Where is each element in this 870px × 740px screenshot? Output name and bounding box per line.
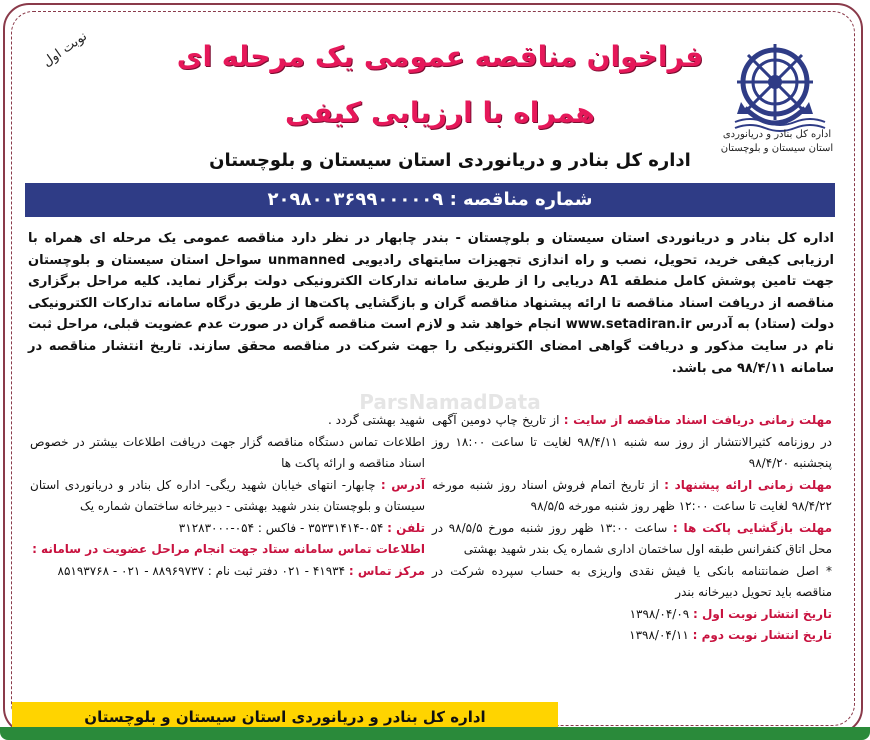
tender-number-label: شماره مناقصه :	[449, 189, 593, 210]
call-center-text: ۴۱۹۳۴ - ۰۲۱ دفتر ثبت نام : ۸۸۹۶۹۷۳۷ - ۰۲۱ - ۸۵۱۹۳۷۶۸	[57, 563, 346, 578]
publish-date-1-value: ۱۳۹۸/۰۴/۰۹	[629, 606, 690, 621]
doc-deadline	[432, 410, 832, 475]
doc-deadline-label: مهلت زمانی دریافت اسناد مناقصه از سایت :	[563, 413, 832, 427]
logo-caption-line2: استان سیستان و بلوچستان	[720, 143, 834, 154]
notice-title-line2: همراه با ارزیابی کیفی	[285, 96, 595, 129]
address-text: چابهار- انتهای خیابان شهید ریگی- اداره کل بنادر و دریانوردی استان سیستان و بلوچستان بندر شهید بهشتی - دبیرخانه ساختمان شماره یک	[30, 477, 425, 513]
footer-organization-bar: اداره کل بنادر و دریانوردی استان سیستان و بلوچستان	[12, 702, 558, 732]
address	[30, 475, 425, 518]
offer-deadline-text: از تاریخ اتمام فروش اسناد روز شنبه مورخه ۹۸/۴/۲۲ لغایت تا ساعت ۱۲:۰۰ ظهر روز شنبه مورخه ۹۸/۵/۵	[432, 477, 832, 513]
opening-deadline-text: ساعت ۱۳:۰۰ ظهر روز شنبه مورخ ۹۸/۵/۵ در محل اتاق کنفرانس طبقه اول ساختمان اداری شماره یک بندر شهید بهشتی	[432, 520, 832, 556]
phone	[30, 518, 425, 540]
setad-contact-heading: اطلاعات تماس سامانه ستاد جهت انجام مراحل عضویت در سامانه :	[32, 542, 425, 556]
deadlines-column	[432, 410, 832, 647]
contact-column	[30, 410, 425, 582]
tender-number: ۲۰۹۸۰۰۳۶۹۹۰۰۰۰۰۹	[267, 189, 444, 210]
publish-date-1	[432, 604, 832, 626]
organization-name: اداره کل بنادر و دریانوردی استان سیستان و بلوچستان	[209, 150, 691, 171]
tender-number-bar	[25, 183, 835, 217]
phone-text: ۰۵۴-۳۵۳۳۱۴۱۴ - فاکس : ۰۵۴-۳۱۲۸۳۰۰۰	[178, 520, 384, 535]
publish-date-1-label: تاریخ انتشار نوبت اول :	[693, 606, 832, 621]
offer-deadline	[432, 475, 832, 518]
logo-caption	[712, 128, 842, 156]
publish-date-2	[432, 625, 832, 647]
phone-label: تلفن :	[387, 520, 425, 535]
watermark-text: ParsNamadData	[359, 390, 541, 414]
contact-info: اطلاعات تماس دستگاه مناقصه گزار جهت دریافت اطلاعات بیشتر در خصوص اسناد مناقصه و ارائه پاکت ها	[30, 434, 425, 470]
call-center	[30, 561, 425, 583]
opening-deadline	[432, 518, 832, 561]
intro-paragraph: اداره کل بنادر و دریانوردی استان سیستان و بلوچستان - بندر چابهار در نظر دارد مناقصه عمومی یک مرحله ای همراه با ارزیابی کیفی خرید، تحویل، نصب و راه اندازی تجهیزات سایتهای رادیویی unmanned سواحل استان سیستان و بلوچستان جهت تامین پوشش کامل منطقه A1 دریایی را از طریق سامانه تدارکات الکترونیکی دولت برگزار نماید. کلیه مراحل برگزاری مناقصه از دریافت اسناد مناقصه تا ارائه پیشنهاد مناقصه گران و بازگشایی پاکت‌ها از طریق درگاه سامانه تدارکات الکترونیکی دولت (ستاد) به آدرس www.setadiran.ir انجام خواهد شد و لازم است مناقصه گران در صورت عدم عضویت قبلی، مراحل ثبت نام در سایت مذکور و دریافت گواهی امضای الکترونیکی را جهت شرکت در مناقصه محقق سازند. تاریخ انتشار مناقصه در سامانه ۹۸/۴/۱۱ می باشد.	[28, 231, 835, 376]
doc-deadline-text: از تاریخ چاپ دومین آگهی در روزنامه کثیرالانتشار از روز سه شنبه ۹۸/۴/۱۱ لغایت تا ساعت ۱۸:۰۰ روز پنجشنبه ۹۸/۴/۲۰	[432, 413, 832, 470]
guarantee-note: * اصل ضمانتنامه بانکی یا فیش نقدی واریزی به حساب سپرده شرکت در مناقصه باید تحویل دبیرخانه بندر	[432, 563, 832, 599]
edition-badge: نوبت اول	[40, 28, 90, 71]
offer-deadline-label: مهلت زمانی ارائه پیشنهاد :	[664, 477, 832, 492]
opening-deadline-label: مهلت بازگشایی پاکت ها :	[672, 520, 832, 535]
notice-title: فراخوان مناقصه عمومی یک مرحله ای	[176, 40, 704, 73]
publish-date-2-label: تاریخ انتشار نوبت دوم :	[692, 628, 832, 642]
address-label: آدرس :	[380, 477, 425, 492]
guarantee-note-cont: شهید بهشتی گردد .	[328, 413, 425, 427]
logo-caption-line1: اداره کل بنادر و دریانوردی	[722, 129, 832, 140]
call-center-label: مرکز تماس :	[348, 563, 425, 578]
publish-date-2-value: ۱۳۹۸/۰۴/۱۱	[629, 628, 689, 642]
bottom-green-line	[0, 727, 870, 740]
